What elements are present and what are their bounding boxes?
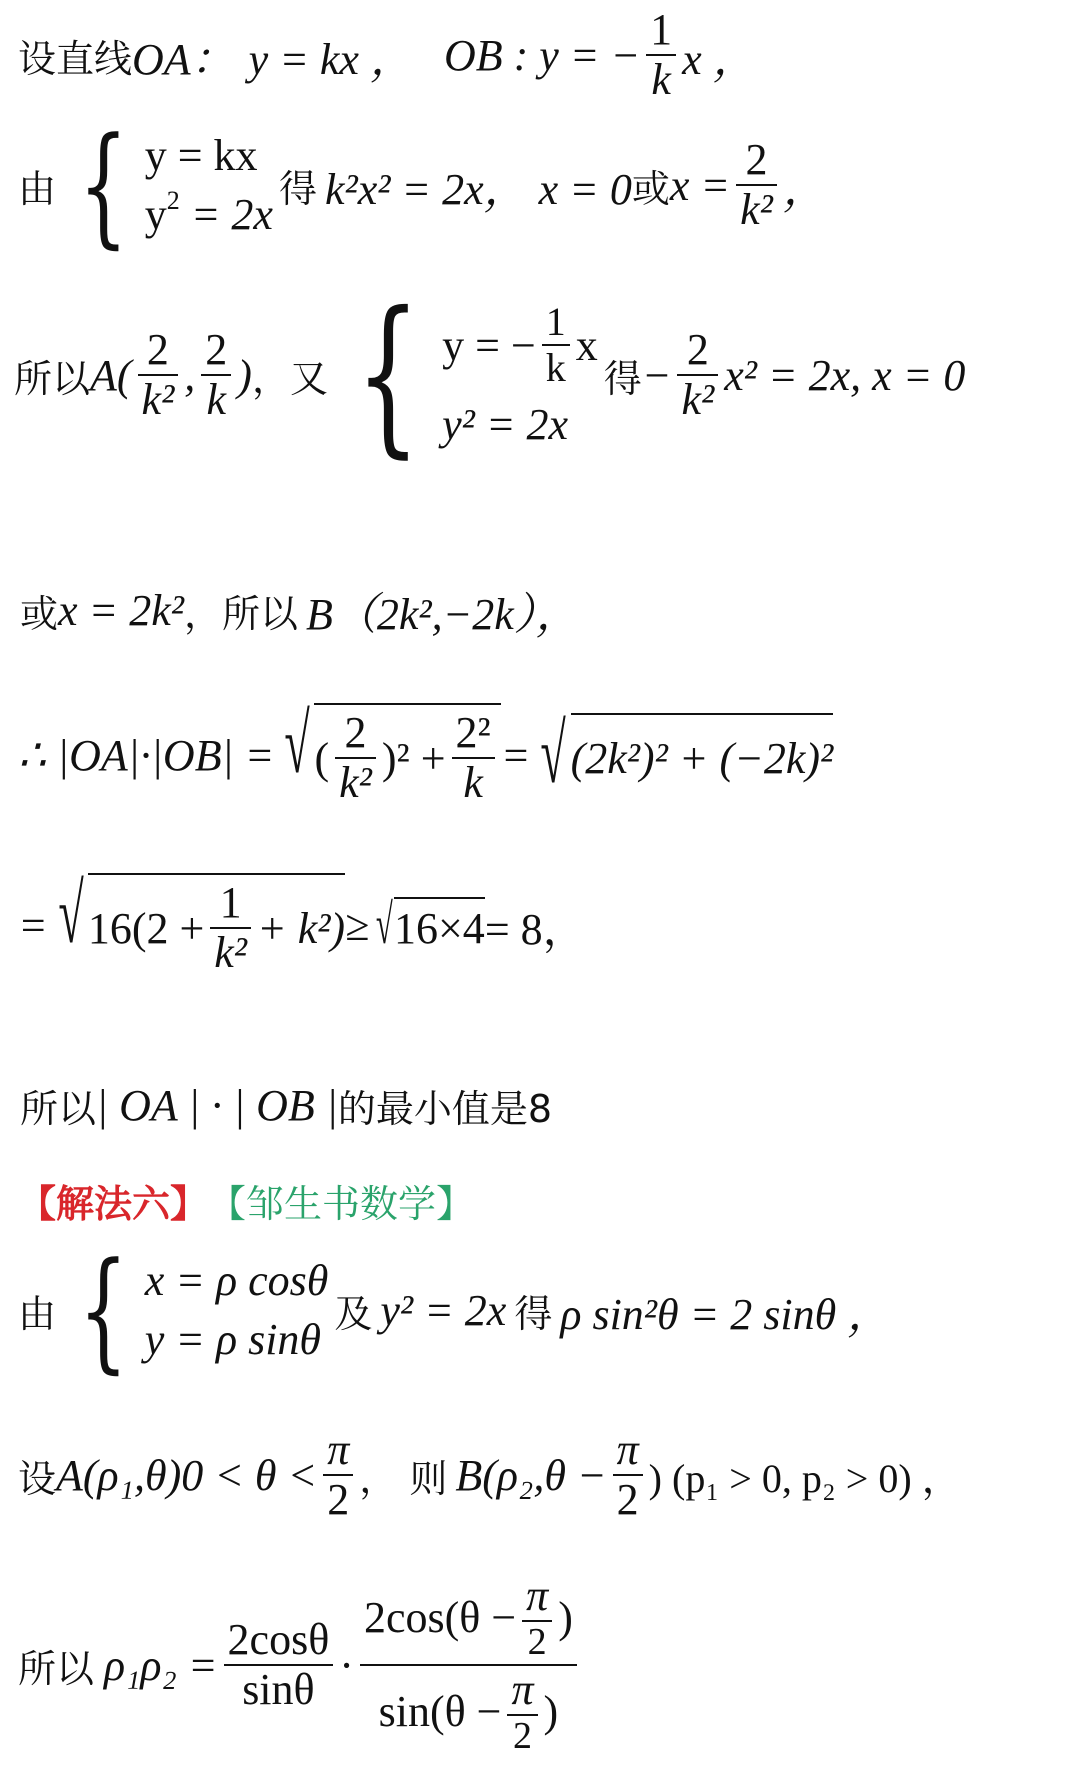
method-heading: 【解法六】 (18, 1181, 209, 1226)
line10-frac1 (323, 1426, 353, 1525)
line3-frac1 (138, 326, 179, 425)
line2-frac (736, 136, 777, 235)
line6-sqrt2 (369, 893, 485, 956)
line5-sqrt2 (530, 708, 834, 801)
line4-x: x = 2k² (58, 585, 184, 635)
line5-eq: = (500, 730, 531, 780)
line1-frac-num: 1 (650, 4, 673, 54)
line3-sys-row1: y = − $\frac{1}{k}$ x (442, 299, 598, 390)
sqrt-icon: √ (540, 708, 567, 801)
line9-sys-row1: x = ρ cosθ (144, 1256, 329, 1305)
line1-eq1: y = kx ， (248, 35, 414, 84)
line7-expr: | OA | · | OB | (96, 1080, 338, 1130)
line9-tail: ρ sin²θ = 2 sinθ ， (560, 1290, 892, 1339)
source-label: 【邹生书数学】 (208, 1181, 475, 1226)
line9-sys-row2: y = ρ sinθ (144, 1315, 322, 1364)
line2-or: 或 (631, 166, 670, 211)
line5-sqrt1 (274, 697, 500, 808)
line9-you: 由 (18, 1291, 57, 1336)
line9-eq: y² = 2x (380, 1285, 507, 1335)
line3-frac3-den: k² (681, 375, 715, 424)
line2-sys-row2: $y^2 = 2x$ (144, 186, 273, 239)
line10-point-b: B(ρ₂,θ − (455, 1450, 607, 1500)
line3-de: 得 (603, 356, 642, 401)
line3-system-rows (442, 300, 598, 450)
line10-frac2-den: 2 (616, 1475, 639, 1524)
line-5 (18, 690, 1080, 820)
line-3 (14, 276, 1080, 474)
line10-ze: ， 则 (359, 1456, 448, 1501)
line3-frac3 (677, 326, 718, 425)
line2-system-rows (145, 130, 273, 240)
line11-suoyi: 所以 (18, 1646, 95, 1691)
line5-lead: ∴ |OA|·|OB| = (18, 730, 275, 780)
line10-condition: ) (p₁ > 0, p₂ > 0) ， (648, 1455, 962, 1501)
left-brace-icon: { (78, 109, 129, 261)
line-8 (18, 1170, 1080, 1230)
line5-sqrt1-body: ( $\frac{2}{\text{k²}}$ )² + $\frac{\text{2²}}{k}$ (314, 703, 500, 808)
line3-frac2-den: k (206, 375, 227, 424)
line2-mid: k²x² = 2x， x = 0 (324, 165, 632, 214)
line2-frac-den: k² (740, 185, 773, 234)
line1-oa: OA： (132, 35, 235, 84)
line11-lhs: ρ₁ρ₂ = (104, 1640, 218, 1690)
line-9 (18, 1234, 1080, 1386)
line-7 (20, 1070, 1080, 1140)
line9-system (62, 1234, 329, 1386)
line11-frac2-den: sin(θ − $\frac{\pi}{2}$ ) (378, 1665, 559, 1758)
line10-point-a: A(ρ₁,θ)0 < θ < (56, 1450, 318, 1500)
line-6 (18, 860, 1080, 990)
left-brace-icon: { (78, 1234, 129, 1386)
line4-suoyi: ，所以 (183, 591, 298, 636)
line-10 (18, 1415, 1080, 1535)
line3-close: ) (237, 350, 252, 400)
line11-frac1-num: 2cosθ (227, 1614, 330, 1664)
line7-tail: 的最小值是8 (337, 1086, 553, 1131)
line10-frac1-num: π (327, 1424, 350, 1474)
line4-point-b: B（2k²,−2k）， (305, 590, 580, 639)
line6-sqrt1 (48, 867, 346, 978)
line5-sqrt2-body: (2k²)² + (−2k)² (571, 713, 834, 797)
line6-end: = 8， (484, 905, 587, 954)
line3-frac1-num: 2 (146, 324, 169, 374)
line2-sys-row1: y = kx (144, 131, 258, 180)
line3-frac2 (201, 326, 231, 425)
line1-frac (646, 6, 676, 105)
line4-or: 或 (20, 591, 59, 636)
line-2 (18, 109, 1080, 261)
line-4 (20, 570, 1080, 650)
line-11 (18, 1565, 1080, 1765)
sqrt-icon: √ (376, 893, 394, 956)
line3-frac1-den: k² (141, 375, 175, 424)
line3-suoyi: 所以 (14, 356, 91, 401)
left-brace-icon: { (355, 276, 421, 474)
line1-lead: 设直线 (18, 36, 133, 81)
sqrt-icon: √ (284, 697, 311, 791)
line6-ge: ≥ (345, 900, 370, 950)
line6-sqrt2-body: 16×4 (394, 897, 485, 954)
line6-sqrt1-body: 16(2 + $\frac{1}{\text{k²}}$ + k²) (88, 873, 345, 978)
line3-sys-row2: y² = 2x (442, 400, 569, 449)
line10-frac2 (613, 1426, 643, 1525)
line9-system-rows (145, 1255, 329, 1365)
line2-de: 得 (278, 166, 317, 211)
line3-you: ，又 (251, 356, 328, 401)
line1-tail: x ， (682, 35, 757, 84)
line10-frac2-num: π (616, 1424, 639, 1474)
line2-frac-num: 2 (745, 134, 768, 184)
line3-system (334, 276, 598, 474)
line3-minus: − (641, 350, 672, 400)
line7-lead: 所以 (20, 1086, 97, 1131)
line3-tail: x² = 2x, x = 0 (724, 350, 966, 400)
line2-you: 由 (18, 166, 57, 211)
line3-point-a: A( (90, 350, 132, 400)
line1-ob: OB : y = − (443, 30, 641, 80)
line9-de: 得 (514, 1291, 553, 1336)
line2-xeq: x = (669, 160, 731, 210)
line6-eq: = (18, 900, 48, 950)
line1-frac-den: k (651, 55, 671, 104)
line10-frac1-den: 2 (327, 1475, 350, 1524)
line11-frac1 (224, 1616, 334, 1715)
line2-system (62, 109, 273, 261)
line10-she: 设 (18, 1456, 57, 1501)
line11-dot: · (339, 1640, 354, 1690)
line3-comma: , (184, 350, 196, 400)
line2-end: ， (782, 165, 827, 214)
line-1 (18, 4, 1080, 104)
line11-frac2 (360, 1572, 577, 1758)
sqrt-icon: √ (58, 867, 84, 961)
line9-ji: 及 (334, 1291, 373, 1336)
line3-frac3-num: 2 (686, 324, 709, 374)
line11-frac2-num: 2cos(θ − $\frac{\pi}{2}$ ) (363, 1570, 573, 1664)
line3-frac2-num: 2 (205, 324, 228, 374)
line11-frac1-den: sinθ (242, 1665, 315, 1714)
